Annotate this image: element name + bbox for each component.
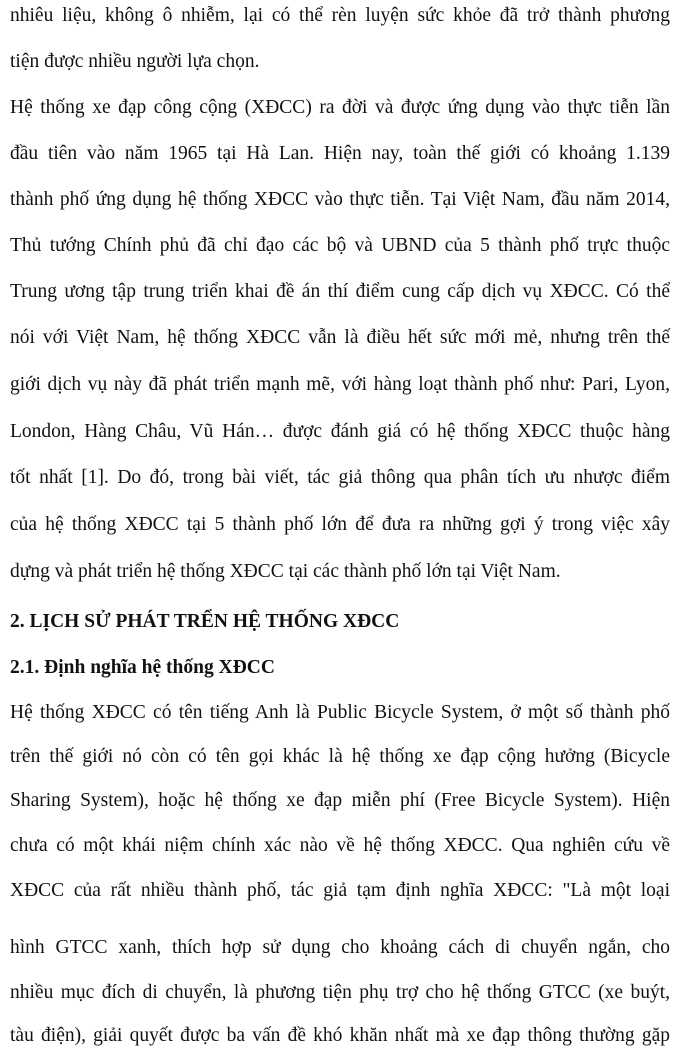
paragraph-line: XĐCC của rất nhiều thành phố, tác giả tạm định nghĩa XĐCC: "Là một loại [10,880,670,901]
paragraph-line: thành phố ứng dụng hệ thống XĐCC vào thực tiễn. Tại Việt Nam, đầu năm 2014, [10,189,670,210]
paragraph-line: hình GTCC xanh, thích hợp sử dụng cho khoảng cách di chuyển ngắn, cho [10,937,670,958]
paragraph-line: tàu điện), giải quyết được ba vấn đề khó khăn nhất mà xe đạp thông thường gặp [10,1025,670,1046]
paragraph-line: đầu tiên vào năm 1965 tại Hà Lan. Hiện nay, toàn thế giới có khoảng 1.139 [10,143,670,164]
paragraph-line: chưa có một khái niệm chính xác nào về hệ thống XĐCC. Qua nghiên cứu về [10,835,670,856]
paragraph-line: London, Hàng Châu, Vũ Hán… được đánh giá có hệ thống XĐCC thuộc hàng [10,421,670,442]
paragraph-line: nhiều mục đích di chuyển, là phương tiện phụ trợ cho hệ thống GTCC (xe buýt, [10,982,670,1003]
paragraph-line: tiện được nhiều người lựa chọn. [10,51,260,72]
paragraph-line: dựng và phát triển hệ thống XĐCC tại các thành phố lớn tại Việt Nam. [10,561,561,582]
paragraph-line: trên thế giới nó còn có tên gọi khác là hệ thống xe đạp cộng hưởng (Bicycle [10,746,670,767]
paragraph-line: nhiêu liệu, không ô nhiễm, lại có thể rèn luyện sức khỏe đã trở thành phương [10,5,670,26]
paragraph-line: Hệ thống XĐCC có tên tiếng Anh là Public Bicycle System, ở một số thành phố [10,702,670,723]
paragraph-line: nói với Việt Nam, hệ thống XĐCC vẫn là điều hết sức mới mẻ, nhưng trên thế [10,327,670,348]
section-heading: 2. LỊCH SỬ PHÁT TRỂN HỆ THỐNG XĐCC [10,611,400,632]
paragraph-line: Sharing System), hoặc hệ thống xe đạp miễn phí (Free Bicycle System). Hiện [10,790,670,811]
paragraph-line: giới dịch vụ này đã phát triển mạnh mẽ, với hàng loạt thành phố như: Pari, Lyon, [10,374,670,395]
paragraph-line: Trung ương tập trung triển khai đề án thí điểm cung cấp dịch vụ XĐCC. Có thể [10,281,670,302]
paragraph-line: Hệ thống xe đạp công cộng (XĐCC) ra đời và được ứng dụng vào thực tiễn lần [10,97,670,118]
paragraph-line: Thủ tướng Chính phủ đã chỉ đạo các bộ và UBND của 5 thành phố trực thuộc [10,235,670,256]
paragraph-line: tốt nhất [1]. Do đó, trong bài viết, tác giả thông qua phân tích ưu nhược điểm [10,467,670,488]
subsection-heading: 2.1. Định nghĩa hệ thống XĐCC [10,657,275,678]
paragraph-line: của hệ thống XĐCC tại 5 thành phố lớn để đưa ra những gợi ý trong việc xây [10,514,670,535]
